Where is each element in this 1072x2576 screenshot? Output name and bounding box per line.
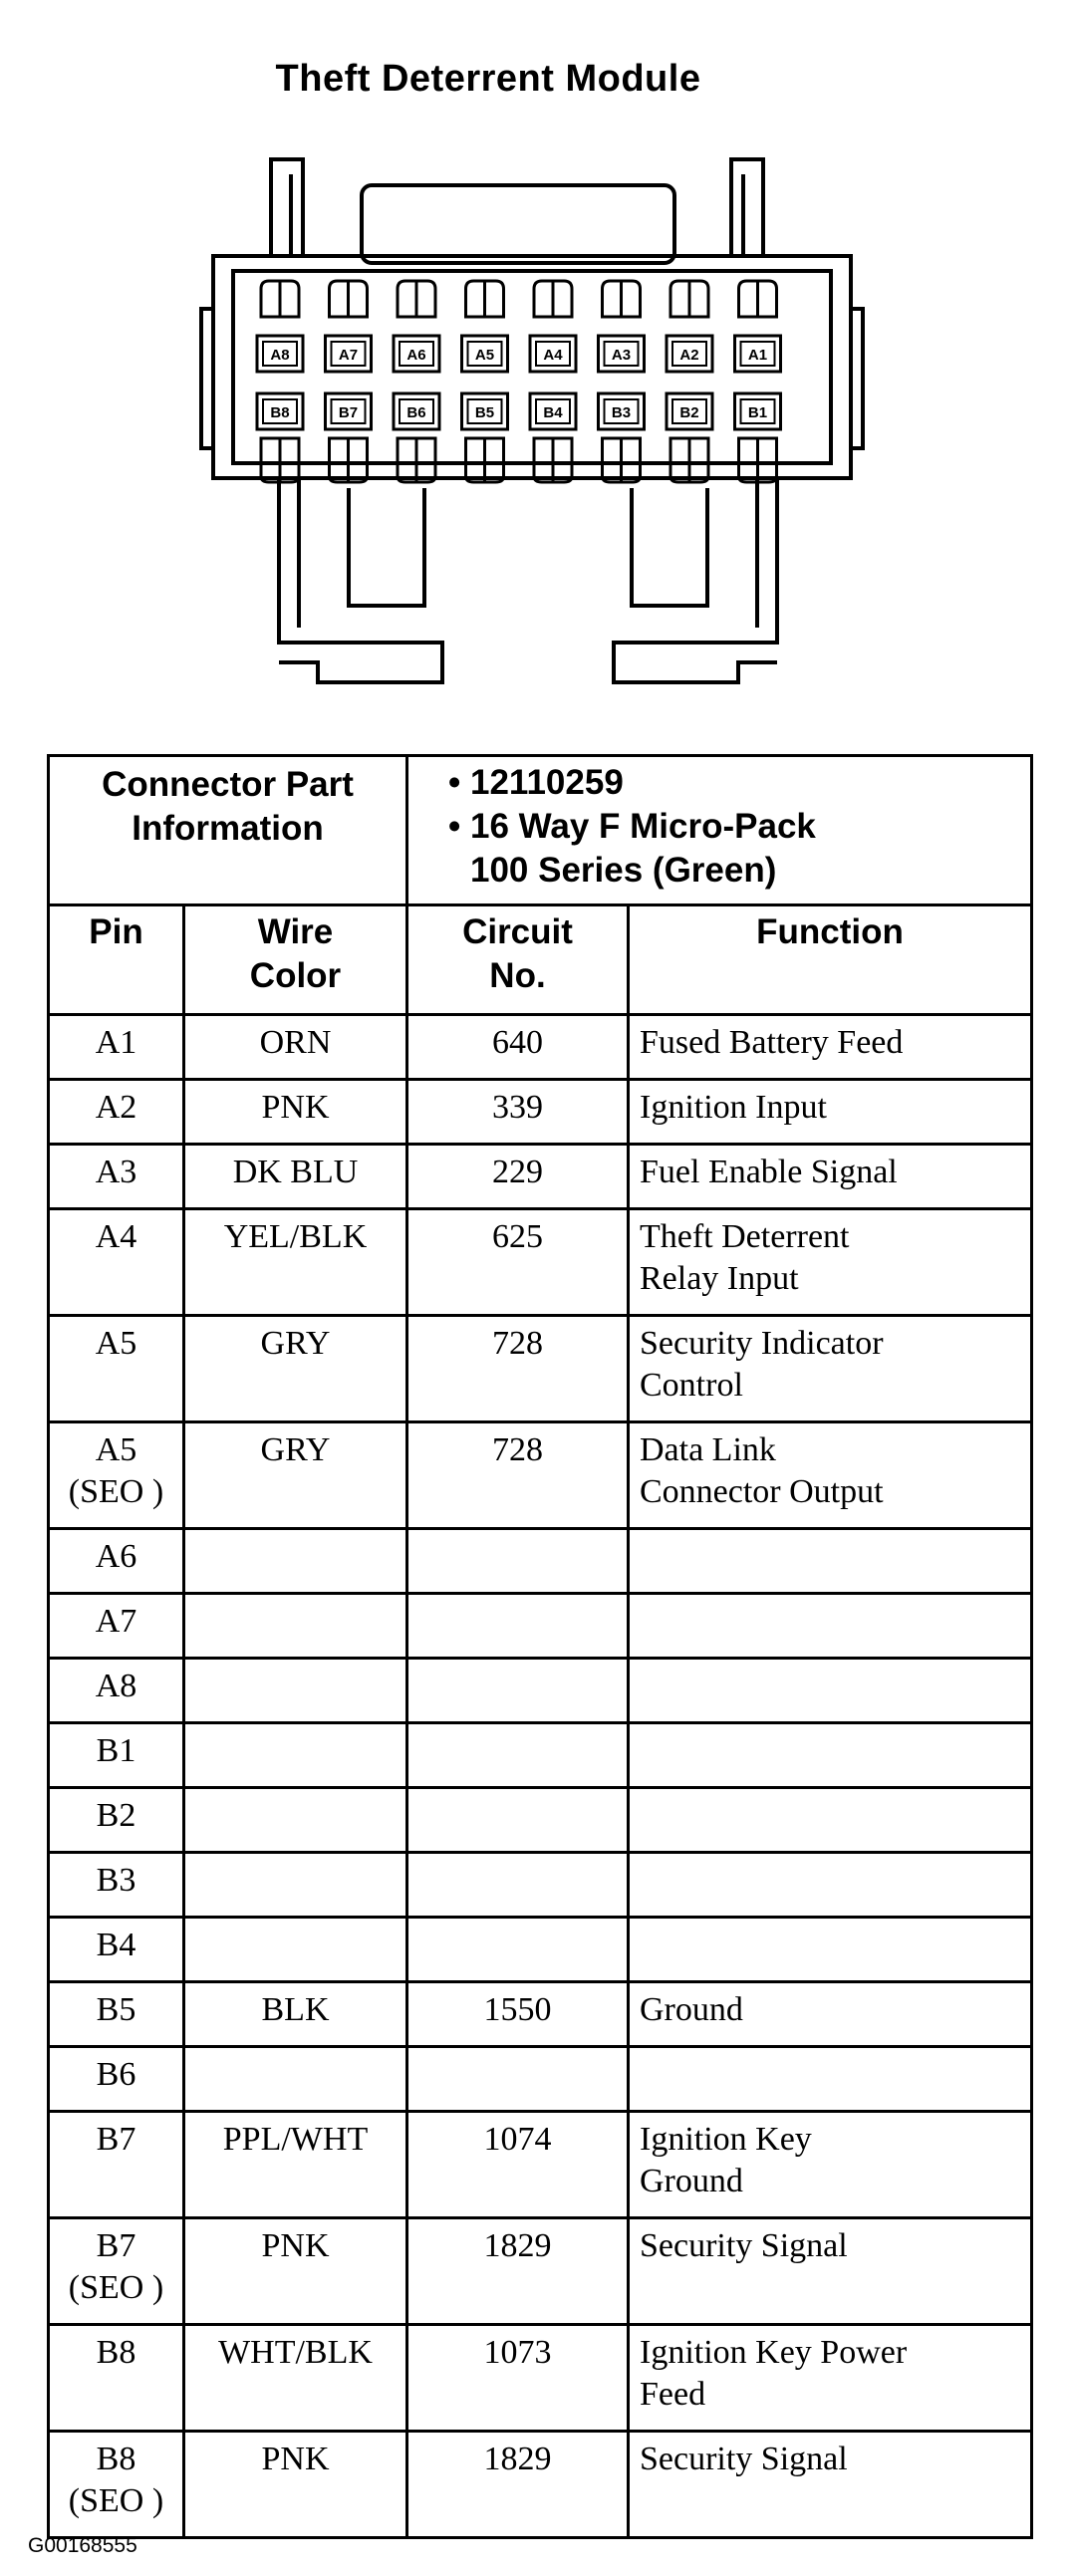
pin-cell: A3 (49, 1145, 184, 1209)
pin-cavity-label: B3 (611, 404, 632, 421)
table-row (49, 2047, 1032, 2112)
table-row (49, 1316, 1032, 1422)
table-row (49, 1723, 1032, 1788)
function-cell (629, 1594, 1032, 1659)
pin-cavity-label: B2 (679, 404, 699, 421)
wire-color-cell (184, 1723, 407, 1788)
table-row (49, 1982, 1032, 2047)
wire-color-cell (184, 1918, 407, 1982)
terminal-slot-top (739, 281, 777, 317)
function-cell (629, 2047, 1032, 2112)
latch-top-right (731, 159, 763, 256)
function-cell: Security Signal (629, 2432, 1032, 2538)
terminal-slot-top (670, 281, 708, 317)
circuit-cell: 625 (407, 1209, 629, 1316)
table-row (49, 1659, 1032, 1723)
circuit-cell: 1550 (407, 1982, 629, 2047)
function-cell: Ground (629, 1982, 1032, 2047)
wire-color-cell: PNK (184, 1080, 407, 1145)
table-row (49, 1594, 1032, 1659)
pin-cell: B7 (49, 2112, 184, 2218)
col-header-function: Function (629, 905, 1032, 1015)
table-row (49, 1918, 1032, 1982)
terminal-slot-top (261, 281, 299, 317)
circuit-cell (407, 1529, 629, 1594)
connector-part-info-label: Connector Part Information (49, 756, 407, 905)
pin-cavity-label: A1 (747, 347, 768, 364)
pin-cell: B2 (49, 1788, 184, 1853)
pin-cell: B5 (49, 1982, 184, 2047)
connector-face-svg (199, 139, 877, 717)
circuit-cell: 1829 (407, 2218, 629, 2325)
leg-left (279, 478, 442, 682)
pin-cavity-label: B8 (270, 404, 290, 421)
wire-color-cell: DK BLU (184, 1145, 407, 1209)
function-cell (629, 1788, 1032, 1853)
col-header-pin: Pin (49, 905, 184, 1015)
circuit-cell: 1829 (407, 2432, 629, 2538)
terminal-slot-bottom (603, 438, 641, 482)
pin-cell: A1 (49, 1015, 184, 1080)
terminal-slot-top (534, 281, 572, 317)
pin-cell: B6 (49, 2047, 184, 2112)
function-cell: Security Signal (629, 2218, 1032, 2325)
function-cell: Ignition Input (629, 1080, 1032, 1145)
terminal-slot-top (398, 281, 435, 317)
function-cell (629, 1853, 1032, 1918)
wire-color-cell (184, 1659, 407, 1723)
pin-cell: B8 (49, 2325, 184, 2432)
pin-cell: A5 (49, 1316, 184, 1422)
table-row (49, 2325, 1032, 2432)
function-cell: Fuel Enable Signal (629, 1145, 1032, 1209)
pin-cell: B3 (49, 1853, 184, 1918)
table-row (49, 2432, 1032, 2538)
pinout-table (47, 754, 1033, 2539)
table-row (49, 1422, 1032, 1529)
col-header-wire-color (184, 905, 407, 1015)
wire-color-cell: GRY (184, 1316, 407, 1422)
table-row (49, 2112, 1032, 2218)
circuit-cell (407, 1853, 629, 1918)
wire-color-cell: PNK (184, 2218, 407, 2325)
circuit-cell (407, 1594, 629, 1659)
part-number: 12110259 (470, 763, 624, 802)
table-row (49, 1209, 1032, 1316)
latch-window (362, 185, 674, 263)
wire-color-cell (184, 1529, 407, 1594)
wire-color-cell: PPL/WHT (184, 2112, 407, 2218)
table-row (49, 1853, 1032, 1918)
latch-top-left (271, 159, 303, 256)
terminal-slot-top (330, 281, 368, 317)
terminal-slot-bottom (398, 438, 435, 482)
function-cell: Data Link Connector Output (629, 1422, 1032, 1529)
wire-color-cell: ORN (184, 1015, 407, 1080)
wire-color-cell (184, 1853, 407, 1918)
wire-color-cell (184, 2047, 407, 2112)
circuit-header-text: Circuit No. (462, 912, 573, 995)
wire-color-header-text: Wire Color (249, 912, 342, 995)
pin-cell: A6 (49, 1529, 184, 1594)
wire-color-cell: WHT/BLK (184, 2325, 407, 2432)
pin-cavity-label: A2 (679, 347, 699, 364)
pin-cell: A2 (49, 1080, 184, 1145)
pin-cell: A4 (49, 1209, 184, 1316)
pin-cell: B1 (49, 1723, 184, 1788)
table-row (49, 1080, 1032, 1145)
page-title: Theft Deterrent Module (275, 58, 701, 100)
terminal-slot-top (466, 281, 504, 317)
table-row (49, 1145, 1032, 1209)
connector-series: 100 Series (Green) (470, 851, 777, 890)
function-cell: Ignition Key Power Feed (629, 2325, 1032, 2432)
circuit-cell: 728 (407, 1422, 629, 1529)
terminal-slot-bottom (534, 438, 572, 482)
terminal-slot-bottom (261, 438, 299, 482)
pin-cell: A8 (49, 1659, 184, 1723)
pin-cavity-label: B5 (474, 404, 495, 421)
wire-color-cell: YEL/BLK (184, 1209, 407, 1316)
function-cell: Ignition Key Ground (629, 2112, 1032, 2218)
circuit-cell (407, 1723, 629, 1788)
pin-cavity-label: A4 (543, 347, 563, 364)
function-cell: Fused Battery Feed (629, 1015, 1032, 1080)
circuit-cell: 1073 (407, 2325, 629, 2432)
function-cell (629, 1918, 1032, 1982)
pin-cell: A7 (49, 1594, 184, 1659)
pin-cavity-label: A8 (270, 347, 290, 364)
circuit-cell: 339 (407, 1080, 629, 1145)
table-row (49, 1529, 1032, 1594)
terminal-slot-bottom (330, 438, 368, 482)
pin-cavity-label: B1 (747, 404, 768, 421)
pin-cavity-label: B4 (543, 404, 563, 421)
pin-cell: B7 (SEO ) (49, 2218, 184, 2325)
circuit-cell (407, 1918, 629, 1982)
leg-right (614, 478, 777, 682)
terminal-slot-bottom (739, 438, 777, 482)
pin-cell: B4 (49, 1918, 184, 1982)
connector-body (213, 256, 851, 478)
circuit-cell: 728 (407, 1316, 629, 1422)
function-cell: Security Indicator Control (629, 1316, 1032, 1422)
table-row (49, 2218, 1032, 2325)
col-header-circuit (407, 905, 629, 1015)
function-cell (629, 1659, 1032, 1723)
pin-cavity-label: A3 (611, 347, 632, 364)
table-row (49, 1788, 1032, 1853)
wire-color-cell (184, 1594, 407, 1659)
wire-color-cell (184, 1788, 407, 1853)
wire-color-cell: BLK (184, 1982, 407, 2047)
pin-cell: A5 (SEO ) (49, 1422, 184, 1529)
pin-cavity-label: B7 (338, 404, 359, 421)
pin-cavity-label: B6 (406, 404, 426, 421)
connector-diagram (199, 139, 877, 717)
terminal-slot-bottom (670, 438, 708, 482)
pin-cavity-label: A7 (338, 347, 359, 364)
connector-type: 16 Way F Micro-Pack (470, 807, 816, 846)
pin-cell: B8 (SEO ) (49, 2432, 184, 2538)
circuit-cell (407, 1659, 629, 1723)
circuit-cell (407, 1788, 629, 1853)
wire-color-cell: PNK (184, 2432, 407, 2538)
function-cell (629, 1723, 1032, 1788)
circuit-cell: 1074 (407, 2112, 629, 2218)
function-cell (629, 1529, 1032, 1594)
circuit-cell: 229 (407, 1145, 629, 1209)
circuit-cell: 640 (407, 1015, 629, 1080)
circuit-cell (407, 2047, 629, 2112)
figure-code: G00168555 (28, 2534, 137, 2557)
pin-cavity-label: A5 (474, 347, 495, 364)
terminal-slot-bottom (466, 438, 504, 482)
pin-cavity-label: A6 (406, 347, 426, 364)
function-cell: Theft Deterrent Relay Input (629, 1209, 1032, 1316)
terminal-slot-top (603, 281, 641, 317)
table-row (49, 1015, 1032, 1080)
wire-color-cell: GRY (184, 1422, 407, 1529)
connector-part-info: • 12110259 • 16 Way F Micro-Pack 100 Series (Green) (407, 756, 1032, 905)
